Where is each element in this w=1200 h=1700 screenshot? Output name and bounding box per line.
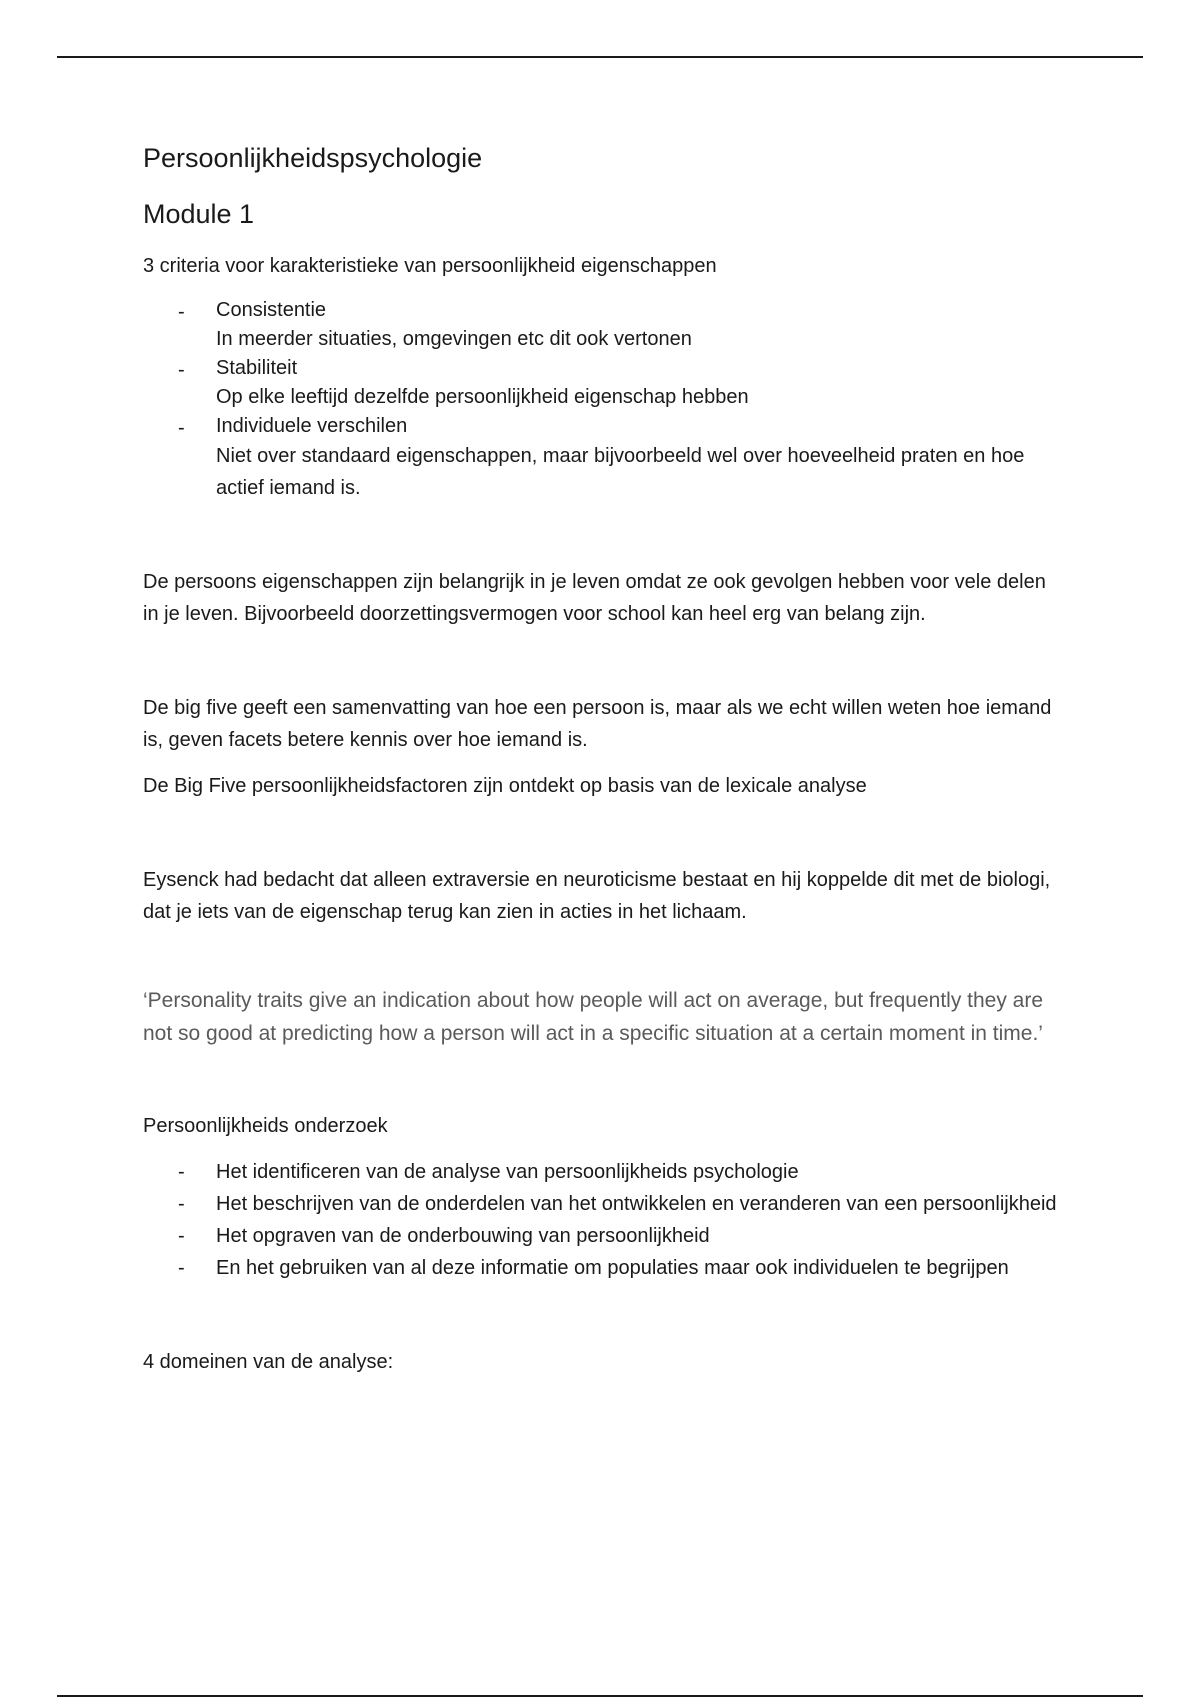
paragraph-bigfive: De big five geeft een samenvatting van hoe een persoon is, maar als we echt willen weten hoe iemand is, geven facets betere kennis over hoe iemand is.: [143, 697, 1052, 751]
criteria-intro: 3 criteria voor karakteristieke van persoonlijkheid eigenschappen: [143, 255, 717, 277]
module-heading: Module 1: [143, 199, 255, 229]
dash-bullet: -: [178, 1193, 185, 1215]
research-item-text: Het beschrijven van de onderdelen van het ontwikkelen en veranderen van een persoonlijkheid: [216, 1193, 1057, 1215]
list-item: [143, 1156, 1063, 1188]
bottom-rule: [57, 1695, 1143, 1697]
research-item-text: Het opgraven van de onderbouwing van persoonlijkheid: [216, 1225, 710, 1247]
criterion-name: Stabiliteit: [216, 357, 298, 379]
dash-bullet: -: [178, 1225, 185, 1247]
domains-heading: 4 domeinen van de analyse:: [143, 1351, 394, 1373]
quote-block: ‘Personality traits give an indication about how people will act on average, but frequently they are not so good at predicting how a person will act in a specific situation at a certain moment in time.’: [143, 989, 1044, 1045]
dash-bullet: -: [178, 359, 185, 381]
research-item-text: En het gebruiken van al deze informatie om populaties maar ook individuelen te begrijpen: [216, 1257, 1009, 1279]
paragraph-importance: De persoons eigenschappen zijn belangrijk in je leven omdat ze ook gevolgen hebben voor vele delen in je leven. Bijvoorbeeld doorzettingsvermogen voor school kan heel erg van belang zijn.: [143, 571, 1046, 625]
research-heading: Persoonlijkheids onderzoek: [143, 1115, 388, 1137]
document-title: Persoonlijkheidspsychologie: [143, 143, 483, 173]
dash-bullet: -: [178, 1257, 185, 1279]
list-item: [143, 1188, 1063, 1220]
criterion-name: Consistentie: [216, 299, 327, 321]
criterion-name: Individuele verschilen: [216, 415, 408, 437]
research-item-text: Het identificeren van de analyse van persoonlijkheids psychologie: [216, 1161, 799, 1183]
paragraph-eysenck: Eysenck had bedacht dat alleen extraversie en neuroticisme bestaat en hij koppelde dit met de biologi, dat je iets van de eigenschap terug kan zien in acties in het lichaam.: [143, 869, 1051, 923]
dash-bullet: -: [178, 1161, 185, 1183]
document-body: [143, 140, 1063, 1378]
criteria-list: [143, 296, 1063, 504]
criterion-description: In meerder situaties, omgevingen etc dit ook vertonen: [216, 328, 692, 350]
list-item: [143, 1220, 1063, 1252]
list-item: [143, 354, 1063, 412]
paragraph-lexical: De Big Five persoonlijkheidsfactoren zijn ontdekt op basis van de lexicale analyse: [143, 775, 867, 797]
research-list: [143, 1156, 1063, 1284]
dash-bullet: -: [178, 417, 185, 439]
list-item: [143, 412, 1063, 504]
top-rule: [57, 56, 1143, 58]
list-item: [143, 1252, 1063, 1284]
criterion-description: Op elke leeftijd dezelfde persoonlijkheid eigenschap hebben: [216, 386, 749, 408]
list-item: [143, 296, 1063, 354]
dash-bullet: -: [178, 301, 185, 323]
criterion-description: Niet over standaard eigenschappen, maar bijvoorbeeld wel over hoeveelheid praten en hoe actief iemand is.: [216, 445, 1025, 499]
